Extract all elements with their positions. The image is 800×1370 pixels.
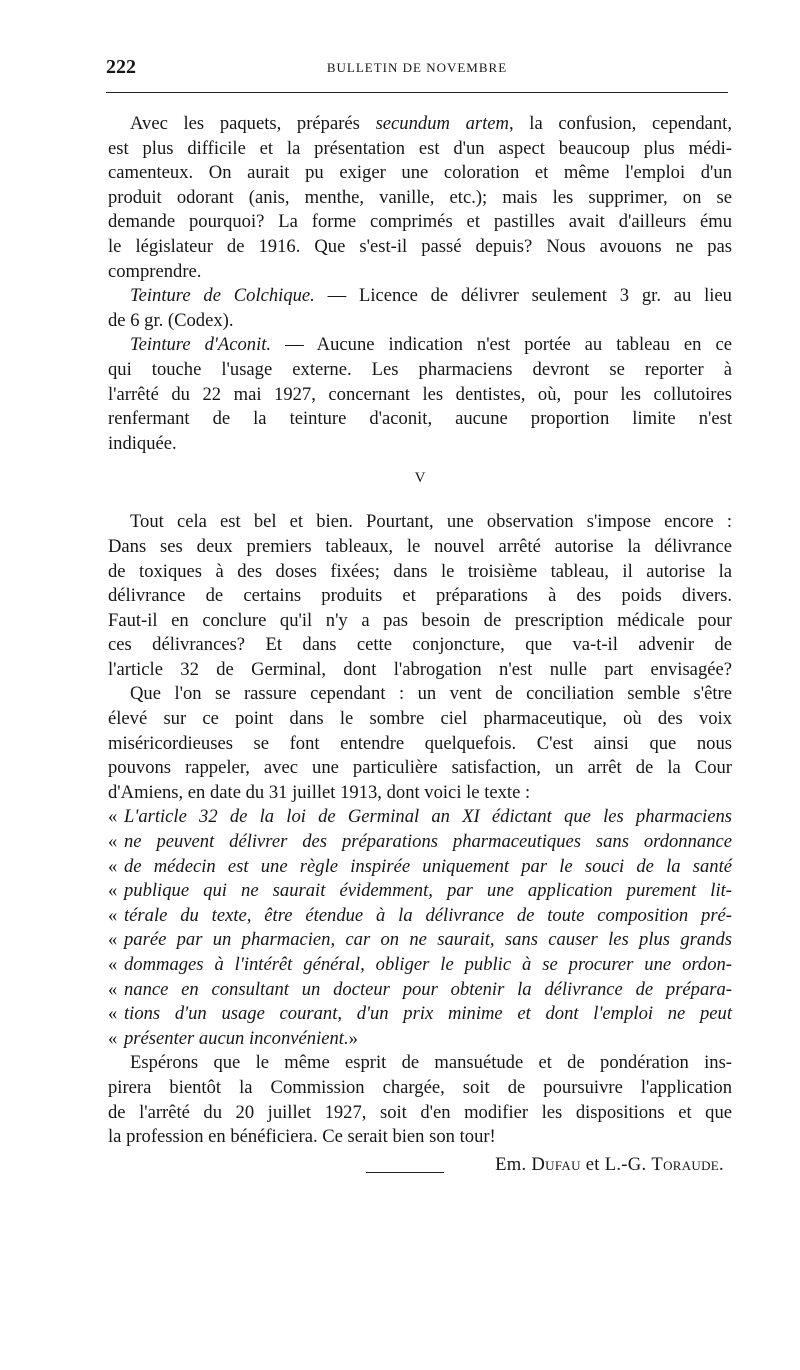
paragraph-aconit [108, 333, 732, 456]
latin-phrase: secundum artem [375, 113, 509, 134]
text-line: d'Amiens, en date du 31 juillet 1913, dont voici le texte : [108, 781, 531, 803]
text-line: de toxiques à des doses fixées; dans le troisième tableau, il autorise la [108, 560, 732, 582]
quote-mark: « [108, 954, 118, 975]
page-header [106, 56, 728, 82]
text-line: le législateur de 1916. Que s'est-il passé depuis? Nous avouons ne pas [108, 235, 732, 257]
quote-mark: « [108, 806, 118, 828]
text-line: de 6 gr. (Codex). [108, 309, 234, 331]
signature-prefix: Em. [495, 1153, 532, 1175]
quote-line: publique qui ne saurait évidemment, par une application purement lit- [124, 880, 732, 902]
header-rule [106, 92, 728, 93]
quote-line: nance en consultant un docteur pour obtenir la délivrance de prépara- [124, 978, 732, 1000]
paragraph-conclusion [108, 1051, 732, 1149]
text-line: délivrance de certains produits et préparations à des poids divers. [108, 585, 732, 607]
paragraph-conciliation [108, 682, 732, 805]
quote-mark: « [108, 855, 118, 877]
text-line: produit odorant (anis, menthe, vanille, etc.); mais les supprimer, on se [108, 186, 732, 208]
text-span: — Aucune indication n'est portée au tableau en ce [271, 334, 733, 356]
text-span: Avec les paquets, préparés [130, 113, 376, 134]
quote-line: de médecin est une règle inspirée uniquement par le souci de la santé [124, 855, 732, 877]
end-rule [366, 1172, 444, 1173]
quote-mark: « [108, 831, 118, 853]
text-line: pouvons rappeler, avec une particulière satisfaction, un arrêt de la Cour [108, 757, 732, 779]
paragraph-paquets [108, 112, 732, 284]
quote-line: tions d'un usage courant, d'un prix minime et dont l'emploi ne peut [124, 1003, 732, 1025]
text-line: camenteux. On aurait pu exiger une coloration et même l'emploi d'un [108, 162, 732, 184]
text-line: de l'arrêté du 20 juillet 1927, soit d'en modifier les dispositions et que [108, 1101, 732, 1123]
paragraph-observation [108, 510, 732, 682]
text-line: élevé sur ce point dans le sombre ciel pharmaceutique, où des voix [108, 708, 732, 730]
author-dufau: Dufau [531, 1153, 581, 1175]
quote-mark: « [108, 978, 118, 1000]
signature-joiner: et L.-G. [580, 1153, 652, 1175]
text-line: qui touche l'usage externe. Les pharmaciens devront se reporter à [108, 358, 732, 380]
quote-line: ne peuvent délivrer des préparations pharmaceutiques sans ordonnance [124, 831, 732, 853]
text-line: comprendre. [108, 260, 202, 282]
text-span: — Licence de délivrer seulement 3 gr. au lieu [314, 285, 732, 307]
quote-line: L'article 32 de la loi de Germinal an XI édictant que les pharmaciens [124, 806, 732, 828]
text-line: l'article 32 de Germinal, dont l'abrogation n'est nulle part envisagée? [108, 658, 732, 680]
quote-line: parée par un pharmacien, car on ne saurait, sans causer les plus grands [124, 929, 732, 951]
text-line: ces délivrances? Et dans cette conjoncture, que va-t-il advenir de [108, 634, 732, 656]
quote-close-mark: » [348, 1027, 358, 1049]
text-line: indiquée. [108, 432, 177, 454]
article-body [108, 112, 732, 1177]
text-line: Que l'on se rassure cependant : un vent de conciliation semble s'être [130, 683, 732, 705]
text-line: Dans ses deux premiers tableaux, le nouvel arrêté autorise la délivrance [108, 535, 732, 557]
quote-line: dommages à l'intérêt général, obliger le public à se procurer une ordon- [124, 954, 732, 975]
quote-mark: « [108, 880, 118, 902]
text-line: Espérons que le même esprit de mansuétude et de pondération ins- [130, 1052, 732, 1074]
entry-title-colchique: Teinture de Colchique. [130, 285, 315, 307]
quote-mark: « [108, 1003, 118, 1025]
text-line: l'arrêté du 22 mai 1927, concernant les dentistes, où, pour les collutoires [108, 383, 732, 405]
text-line: renfermant de la teinture d'aconit, aucune proportion limite n'est [108, 408, 732, 430]
text-span: , la confusion, cependant, [508, 113, 732, 134]
text-line: pirera bientôt la Commission chargée, soit de poursuivre l'application [108, 1076, 732, 1098]
quote-line: présenter aucun inconvénient. [124, 1027, 349, 1049]
quote-mark: « [108, 1027, 118, 1049]
section-heading: V [414, 470, 426, 487]
signature [108, 1153, 732, 1178]
quote-line: térale du texte, être étendue à la délivrance de toute composition pré- [124, 904, 732, 926]
quote-mark: « [108, 929, 118, 951]
entry-title-aconit: Teinture d'Aconit. [130, 334, 272, 356]
running-title: BULLETIN DE NOVEMBRE [326, 60, 508, 75]
text-line: Tout cela est bel et bien. Pourtant, une observation s'impose encore : [130, 511, 732, 533]
text-line: Faut-il en conclure qu'il n'y a pas besoin de prescription médicale pour [108, 609, 732, 631]
text-line: demande pourquoi? La forme comprimés et pastilles avait d'ailleurs ému [108, 211, 732, 233]
text-line: la profession en bénéficiera. Ce serait bien son tour! [108, 1126, 496, 1148]
author-toraude: Toraude. [651, 1153, 724, 1175]
text-line: est plus difficile et la présentation est d'un aspect beaucoup plus médi- [108, 137, 732, 159]
quote-mark: « [108, 904, 118, 926]
court-ruling-quote [108, 805, 732, 1051]
page-number: 222 [106, 56, 136, 78]
paragraph-colchique [108, 284, 732, 333]
text-line: miséricordieuses se font entendre quelquefois. C'est ainsi que nous [108, 732, 732, 754]
